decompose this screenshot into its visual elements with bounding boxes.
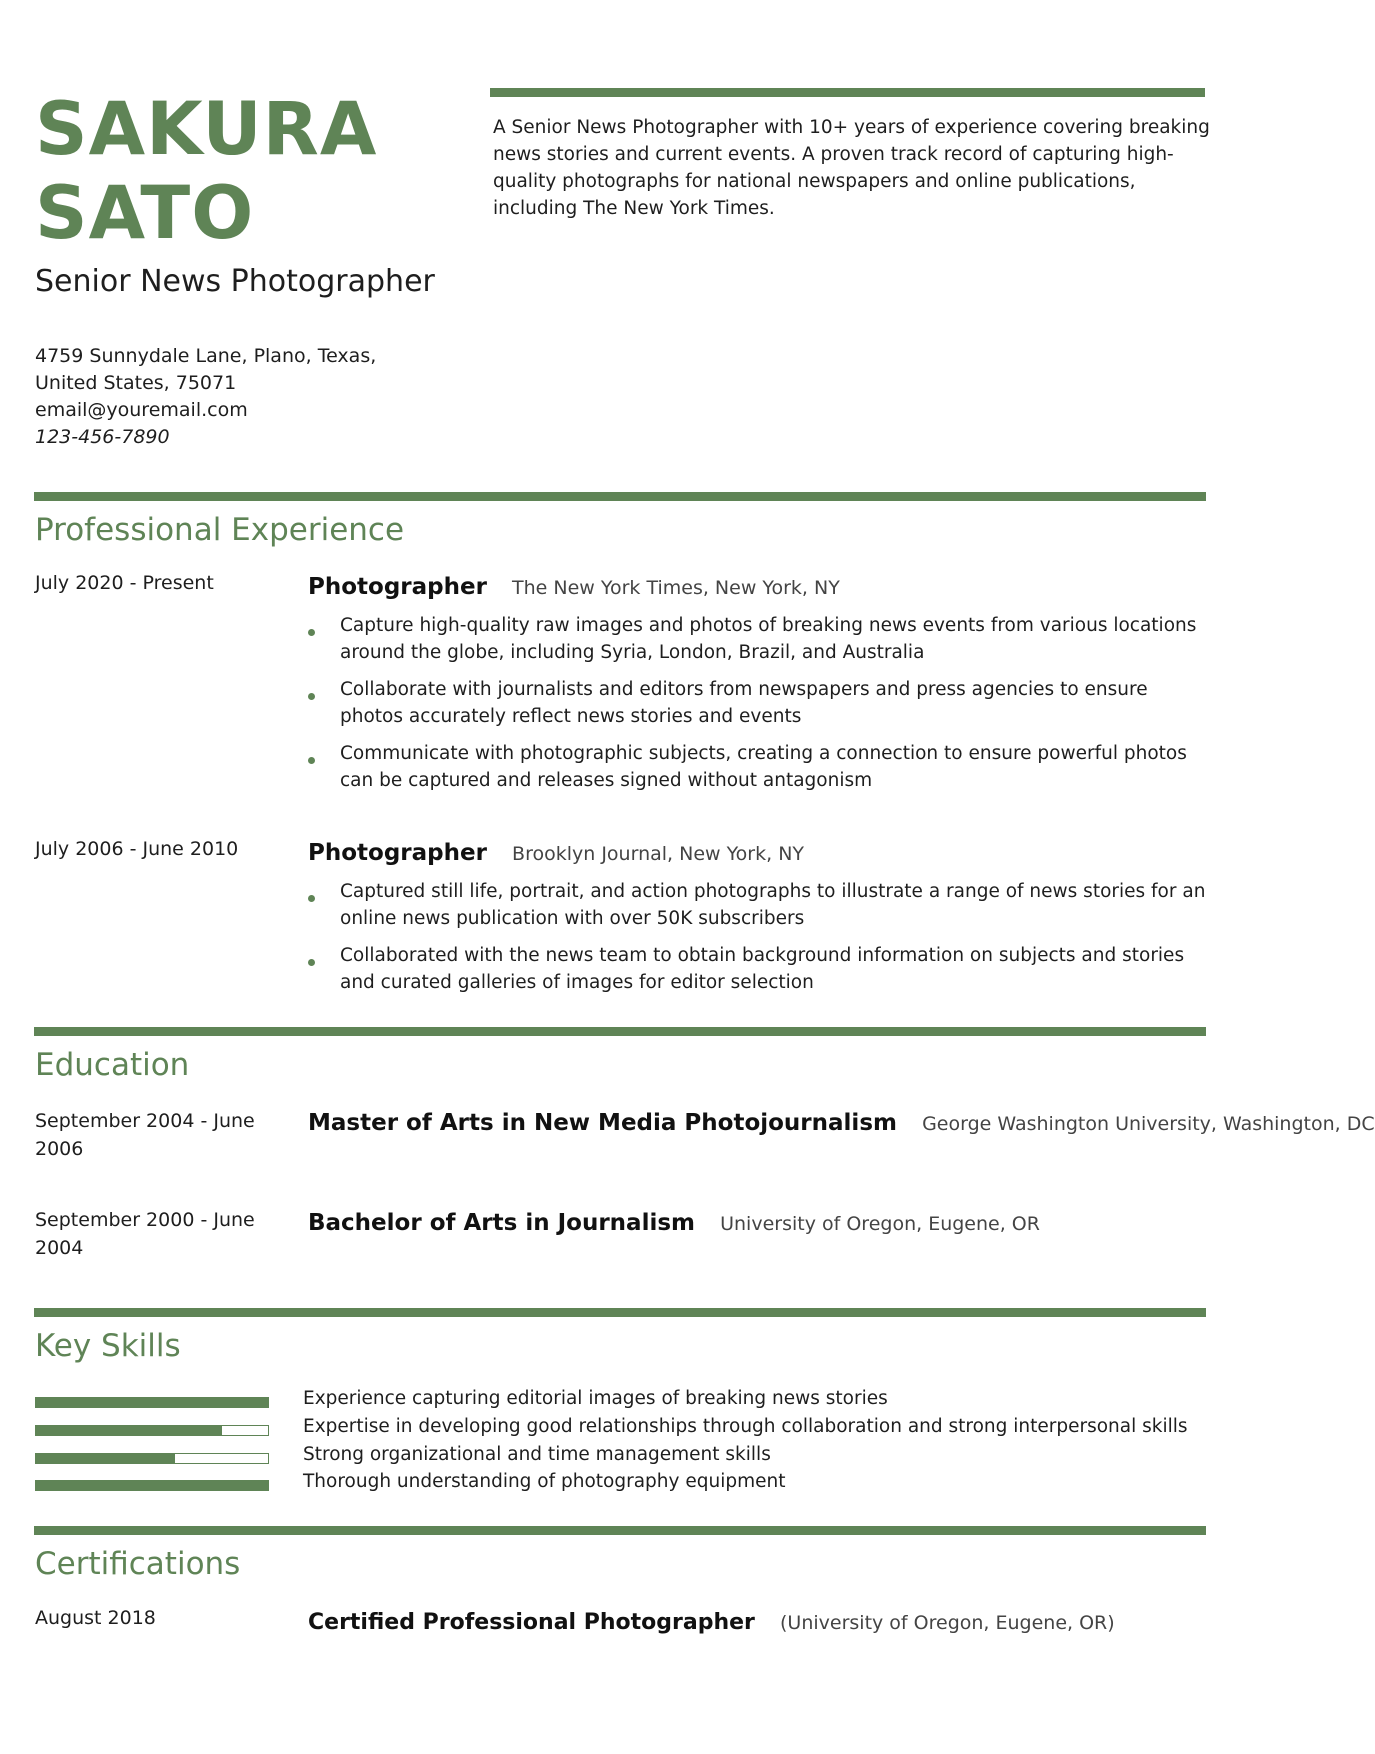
job-dates: July 2006 - June 2010: [35, 838, 239, 860]
summary: A Senior News Photographer with 10+ years of experience covering breaking news stories and current events. A proven track record of capturing high-quality photographs for national newspapers and online publications, including The New York Times.: [493, 117, 1210, 219]
job-role: Photographer: [308, 840, 487, 866]
skill-level-fill: [36, 1481, 268, 1490]
bullet-icon: [308, 629, 315, 636]
certification-date: August 2018: [35, 1607, 156, 1629]
bullet-icon: [308, 757, 315, 764]
section-title-education: Education: [35, 1047, 190, 1083]
section-title-skills: Key Skills: [35, 1328, 181, 1364]
skill-label: Strong organizational and time management skills: [303, 1444, 771, 1465]
skill-label: Expertise in developing good relationships through collaboration and strong interpersonal skills: [303, 1416, 1188, 1437]
job-heading: [308, 840, 804, 866]
job-bullets: [308, 612, 1208, 804]
skill-level-bar: [35, 1425, 269, 1436]
degree: Bachelor of Arts in Journalism: [308, 1210, 696, 1236]
first-name: SAKURA: [35, 87, 378, 172]
education-dates: September 2000 - June 2004: [35, 1209, 255, 1259]
skill-level-bar: [35, 1480, 269, 1491]
certification-organization: (University of Oregon, Eugene, OR): [780, 1612, 1115, 1634]
summary-divider: [490, 88, 1205, 97]
job-title: Senior News Photographer: [35, 264, 435, 299]
candidate-name: [35, 88, 377, 256]
skills-divider: [34, 1308, 1206, 1317]
skill-level-bar: [35, 1453, 269, 1464]
job-heading: [308, 574, 840, 600]
certification-name: Certified Professional Photographer: [308, 1610, 755, 1635]
job-organization: The New York Times, New York, NY: [512, 577, 840, 599]
list-item: Collaborated with the news team to obtain background information on subjects and stories and curated galleries of images for editor selection: [308, 942, 1208, 996]
certifications-divider: [34, 1526, 1206, 1535]
skill-label: Experience capturing editorial images of breaking news stories: [303, 1388, 888, 1409]
job-role: Photographer: [308, 574, 487, 600]
school: George Washington University, Washington, DC: [922, 1113, 1375, 1135]
certification-heading: [308, 1610, 1115, 1635]
education-heading: [308, 1210, 1040, 1236]
contact-info: [35, 343, 405, 451]
section-title-certifications: Certifications: [35, 1546, 241, 1582]
bullet-icon: [308, 959, 315, 966]
bullet-icon: [308, 693, 315, 700]
address: 4759 Sunnydale Lane, Plano, Texas, United States, 75071: [35, 345, 377, 394]
degree: Master of Arts in New Media Photojournalism: [308, 1110, 897, 1136]
school: University of Oregon, Eugene, OR: [720, 1213, 1040, 1235]
email: email@youremail.com: [35, 399, 248, 421]
job-dates: July 2020 - Present: [35, 572, 214, 594]
list-item: Communicate with photographic subjects, creating a connection to ensure powerful photos can be captured and releases signed without antagonism: [308, 740, 1208, 794]
education-divider: [34, 1027, 1206, 1036]
job-organization: Brooklyn Journal, New York, NY: [512, 843, 805, 865]
bullet-icon: [308, 895, 315, 902]
job-bullets: [308, 878, 1208, 1006]
skill-level-fill: [36, 1426, 222, 1435]
skill-label: Thorough understanding of photography equipment: [303, 1471, 786, 1492]
section-title-experience: Professional Experience: [35, 512, 405, 548]
last-name: SATO: [35, 171, 255, 256]
list-item: Collaborate with journalists and editors from newspapers and press agencies to ensure photos accurately reflect news stories and events: [308, 676, 1208, 730]
education-heading: [308, 1110, 1375, 1136]
list-item: Capture high-quality raw images and photos of breaking news events from various locations around the globe, including Syria, London, Brazil, and Australia: [308, 612, 1208, 666]
list-item: Captured still life, portrait, and action photographs to illustrate a range of news stories for an online news publication with over 50K subscribers: [308, 878, 1208, 932]
education-dates: September 2004 - June 2006: [35, 1110, 255, 1160]
skill-level-bar: [35, 1397, 269, 1408]
skill-level-fill: [36, 1454, 175, 1463]
phone: 123-456-7890: [35, 426, 170, 448]
experience-divider: [34, 492, 1206, 501]
skill-level-fill: [36, 1398, 268, 1407]
